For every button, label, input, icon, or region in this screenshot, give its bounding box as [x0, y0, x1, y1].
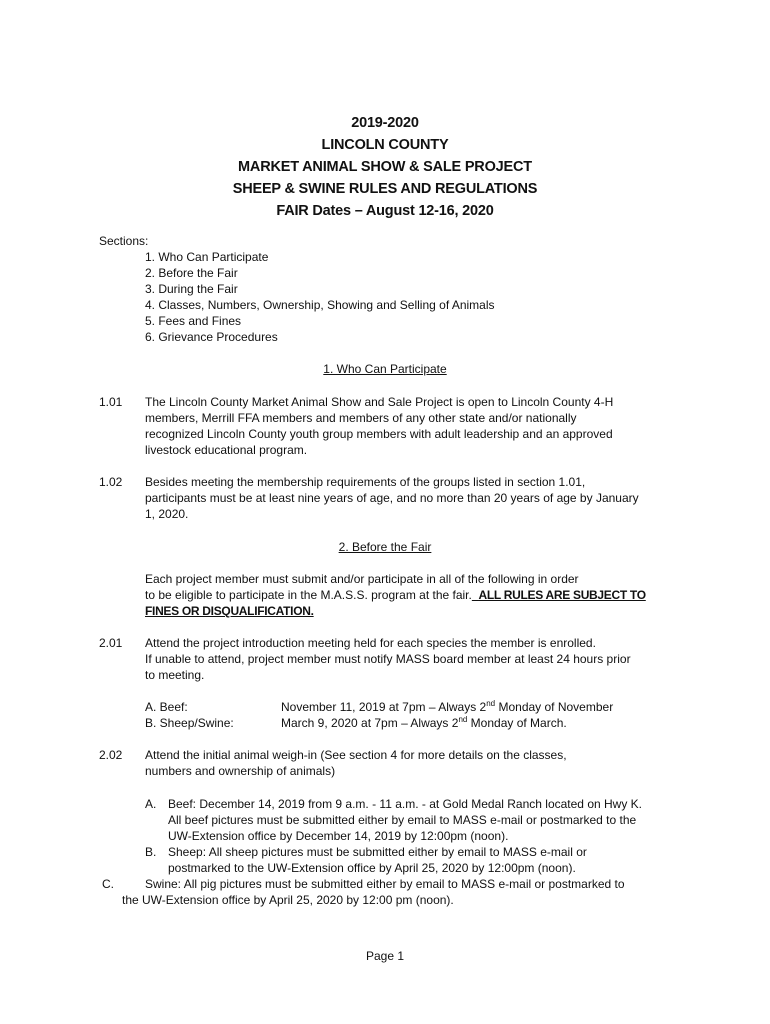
weighin-line: Swine: All pig pictures must be submitted either by email to MASS e-mail or postmarked to	[145, 877, 625, 891]
rule-text-line: Attend the initial animal weigh-in (See section 4 for more details on the classes,	[145, 748, 567, 762]
rule-text-line: to meeting.	[145, 668, 205, 682]
rule-text-line: The Lincoln County Market Animal Show and Sale Project is open to Lincoln County 4-H	[145, 395, 614, 409]
section1-heading: 1. Who Can Participate	[323, 362, 447, 376]
rule-text-line: Besides meeting the membership requirements of the groups listed in section 1.01,	[145, 475, 586, 489]
section2-intro-line: Each project member must submit and/or participate in all of the following in order	[145, 572, 579, 586]
weighin-letter: A.	[145, 797, 157, 811]
rule-number: 1.01	[99, 395, 123, 409]
section2-intro-text: to be eligible to participate in the M.A.S.S. program at the fair.	[145, 588, 472, 602]
rule-text-line: recognized Lincoln County youth group members with adult leadership and an approved	[145, 427, 613, 441]
weighin-line: Beef: December 14, 2019 from 9 a.m. - 11 a.m. - at Gold Medal Ranch located on Hwy K.	[168, 797, 642, 811]
rule-text-line: members, Merrill FFA members and members of any other state and/or nationally	[145, 411, 577, 425]
meeting-label: B. Sheep/Swine:	[145, 716, 234, 730]
section2-heading: 2. Before the Fair	[338, 540, 432, 554]
doc-fair-dates: FAIR Dates – August 12-16, 2020	[276, 203, 494, 219]
rule-text-line: numbers and ownership of animals)	[145, 764, 336, 778]
rule-text-line: Attend the project introduction meeting held for each species the member is enrolled.	[145, 636, 596, 650]
rule-number: 1.02	[99, 475, 123, 489]
meeting-date: November 11, 2019 at 7pm – Always 2nd Monday of November	[281, 699, 614, 714]
weighin-letter: B.	[145, 845, 157, 859]
sections-label: Sections:	[99, 234, 149, 248]
doc-county: LINCOLN COUNTY	[321, 137, 449, 153]
doc-year: 2019-2020	[351, 115, 419, 131]
weighin-line: postmarked to the UW-Extension office by April 25, 2020 by 12:00pm (noon).	[168, 861, 576, 875]
section2-intro-line	[145, 587, 646, 603]
meeting-date: March 9, 2020 at 7pm – Always 2nd Monday of March.	[281, 715, 567, 730]
rule-text-line: participants must be at least nine years of age, and no more than 20 years of age by January	[145, 491, 639, 505]
sections-item: 5. Fees and Fines	[145, 314, 242, 328]
rules-warning-emphasis: FINES OR DISQUALIFICATION.	[145, 604, 314, 618]
weighin-line: the UW-Extension office by April 25, 2020 by 12:00 pm (noon).	[122, 893, 454, 907]
meeting-label: A. Beef:	[145, 700, 188, 714]
sections-item: 6. Grievance Procedures	[145, 330, 278, 344]
doc-project-title: MARKET ANIMAL SHOW & SALE PROJECT	[238, 159, 532, 175]
sections-item: 4. Classes, Numbers, Ownership, Showing and Selling of Animals	[145, 298, 495, 312]
rule-text-line: livestock educational program.	[145, 443, 308, 457]
rules-warning-emphasis: ALL RULES ARE SUBJECT TO	[478, 588, 646, 602]
weighin-line: All beef pictures must be submitted either by email to MASS e-mail or postmarked to the	[168, 813, 637, 827]
sections-item: 3. During the Fair	[145, 282, 238, 296]
sections-item: 1. Who Can Participate	[145, 250, 269, 264]
weighin-letter: C.	[102, 877, 114, 891]
weighin-line: Sheep: All sheep pictures must be submitted either by email to MASS e-mail or	[168, 845, 587, 859]
sections-item: 2. Before the Fair	[145, 266, 238, 280]
rule-text-line: 1, 2020.	[145, 507, 189, 521]
rule-number: 2.01	[99, 636, 123, 650]
page-number: Page 1	[365, 949, 405, 963]
rule-number: 2.02	[99, 748, 123, 762]
rule-text-line: If unable to attend, project member must notify MASS board member at least 24 hours prior	[145, 652, 631, 666]
weighin-line: UW-Extension office by December 14, 2019 by 12:00pm (noon).	[168, 829, 509, 843]
doc-subject: SHEEP & SWINE RULES AND REGULATIONS	[232, 181, 538, 197]
